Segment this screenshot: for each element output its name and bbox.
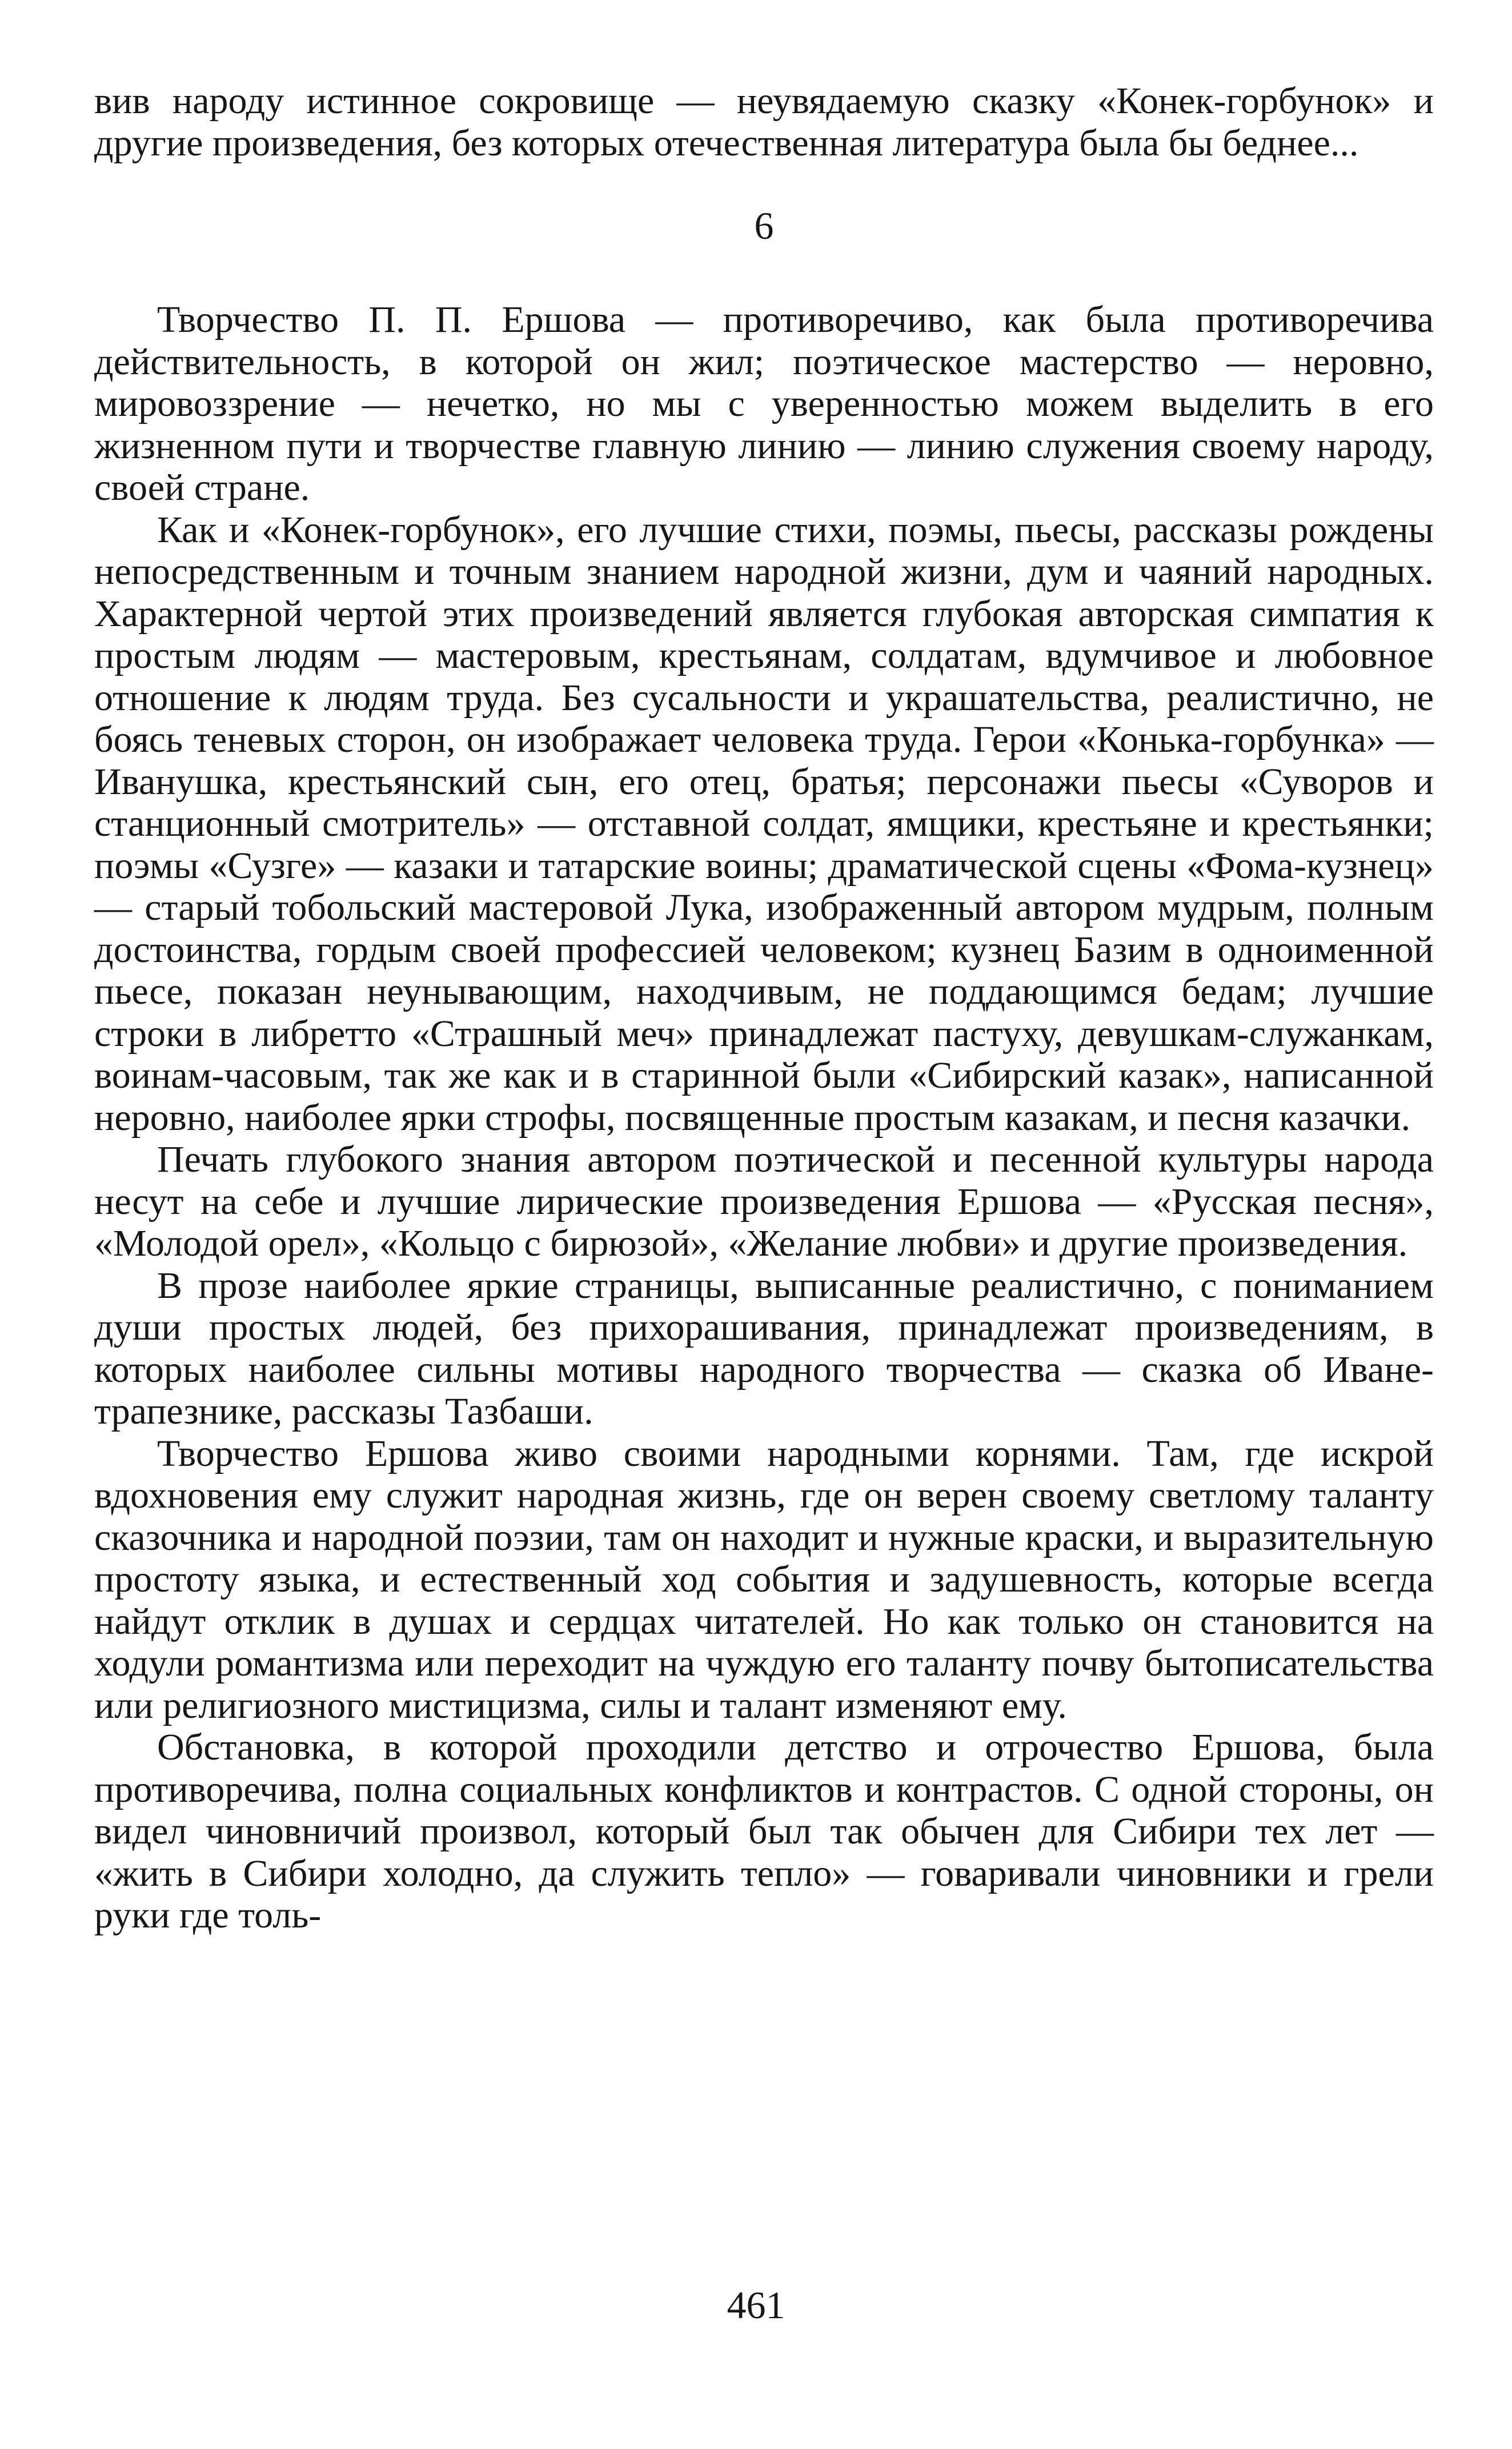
paragraph: Творчество П. П. Ершова — противоречиво, как была противоречива действительность, в которой он жил; поэтическое мастерство — неровно, мировоззрение — нечетко, но мы с уверенностью можем выделить в его жизненном пути и творчестве главную линию — линию служения своему народу, своей стране. — [94, 299, 1434, 508]
section-number: 6 — [754, 204, 774, 247]
continued-text: вив народу истинное сокровище — неувядаемую сказку «Конек-горбунок» и другие произведения, без которых отечественная литература была бы беднее... — [94, 80, 1434, 164]
paragraph: Обстановка, в которой проходили детство и отрочество Ершова, была противоречива, полна социальных конфликтов и контрастов. С одной стороны, он видел чиновничий произвол, который был так обычен для Сибири тех лет — «жить в Сибири холодно, да служить тепло» — говаривали чиновники и грели руки где толь- — [94, 1726, 1434, 1936]
paragraph: Творчество Ершова живо своими народными корнями. Там, где искрой вдохновения ему служит народная жизнь, где он верен своему светлому таланту сказочника и народной поэзии, там он находит и нужные краски, и выразительную простоту языка, и естественный ход события и задушевность, которые всегда найдут отклик в душах и сердцах читателей. Но как только он становится на ходули романтизма или переходит на чуждую его таланту почву бытописательства или религиозного мистицизма, силы и талант изменяют ему. — [94, 1432, 1434, 1726]
spacer — [94, 248, 1434, 299]
spacer — [94, 164, 1434, 203]
paragraph: В прозе наиболее яркие страницы, выписанные реалистично, с пониманием души простых людей, без прихорашивания, принадлежат произведениям, в которых наиболее сильны мотивы народного творчества — сказка об Иване-трапезнике, рассказы Тазбаши. — [94, 1264, 1434, 1432]
page-number: 461 — [727, 2283, 785, 2327]
paragraph: Как и «Конек-горбунок», его лучшие стихи, поэмы, пьесы, рассказы рождены непосредственным и точным знанием народной жизни, дум и чаяний народных. Характерной чертой этих произведений является глубокая авторская симпатия к простым людям — мастеровым, крестьянам, солдатам, вдумчивое и любовное отношение к людям труда. Без сусальности и украшательства, реалистично, не боясь теневых сторон, он изображает человека труда. Герои «Конька-горбунка» — Иванушка, крестьянский сын, его отец, братья; персонажи пьесы «Суворов и станционный смотритель» — отставной солдат, ямщики, крестьяне и крестьянки; поэмы «Сузге» — казаки и татарские воины; драматической сцены «Фома-кузнец» — старый тобольский мастеровой Лука, изображенный автором мудрым, полным достоинства, гордым своей профессией человеком; кузнец Базим в одноименной пьесе, показан неунывающим, находчивым, не поддающимся бедам; лучшие строки в либретто «Страшный меч» принадлежат пастуху, девушкам-служанкам, воинам-часовым, так же как и в старинной были «Сибирский казак», написанной неровно, наиболее ярки строфы, посвященные простым казакам, и песня казачки. — [94, 508, 1434, 1139]
page-body — [94, 80, 1434, 1937]
paragraph: Печать глубокого знания автором поэтической и песенной культуры народа несут на себе и лучшие лирические произведения Ершова — «Русская песня», «Молодой орел», «Кольцо с бирюзой», «Желание любви» и другие произведения. — [94, 1139, 1434, 1264]
